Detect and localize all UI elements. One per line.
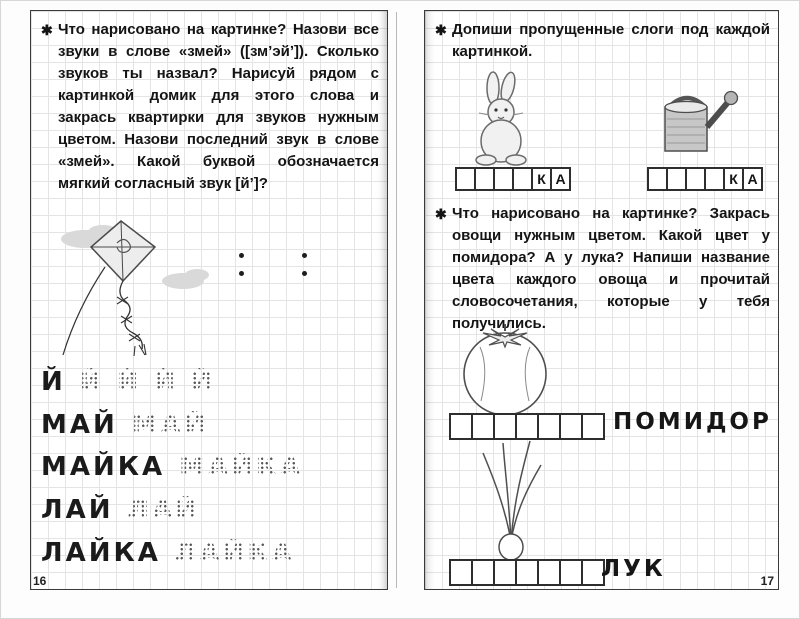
empty-letter-cell [512,167,533,191]
empty-letter-cell [537,413,561,440]
syllable-strip-watering-can [647,167,763,191]
empty-letter-cell [704,167,725,191]
practice-line [41,452,303,482]
tomato-illustration [453,321,557,417]
kite-illustration [55,217,215,357]
practice-line [41,410,209,440]
task-bullet-icon: ✱ [41,22,53,38]
empty-letter-cell [449,559,473,586]
dotted-word: МАЙКА [179,452,304,482]
solid-word: МАЙКА [41,452,166,482]
letter-cell: А [742,167,763,191]
page-number: 17 [760,574,774,588]
empty-letter-cell [647,167,668,191]
left-task-text: Что нарисовано на картинке? Назови все звуки в слове «змей» ([зм’эй’]). Сколько звуков ты назвал? Нарисуй рядом с картинкой домик для этого слова и закрась квартирки для звуков нужным цветом. Назови последний звук в слове «змей». Какой буквой обозначается мягкий согласный звук [й’]? [58,21,379,192]
syllable-strip-rabbit [455,167,571,191]
practice-line [41,367,215,397]
letter-cell: К [723,167,744,191]
empty-letter-cell [474,167,495,191]
vegetable-word-onion: ЛУК [601,556,666,582]
dotted-word: Й Й Й Й [79,367,215,397]
empty-letter-cell [449,413,473,440]
task-bullet-icon: ✱ [435,206,447,222]
practice-line [41,495,200,525]
empty-letter-cell [666,167,687,191]
empty-letter-cell [559,413,583,440]
dotted-word: МАЙ [131,410,209,440]
word-strip-onion [449,559,605,586]
practice-line [41,538,295,568]
right-task-1 [435,19,770,63]
empty-letter-cell [455,167,476,191]
right-task-2 [435,203,770,335]
right-page [424,10,779,590]
rabbit-illustration [463,71,539,167]
letter-cell: К [531,167,552,191]
kite-string [63,267,105,355]
book-spine-line [396,12,397,588]
right-task-1-text: Допиши пропущенные слоги под каждой картинкой. [452,21,770,60]
empty-letter-cell [515,559,539,586]
empty-letter-cell [685,167,706,191]
dotted-word: ЛАЙ [127,495,200,525]
empty-letter-cell [493,559,517,586]
onion-illustration [475,437,547,569]
onion-leaves [483,441,541,541]
onion-bulb [499,534,523,560]
can-spout [707,101,729,127]
left-page [30,10,388,590]
can-rose [725,92,738,105]
empty-letter-cell [515,413,539,440]
empty-letter-cell [471,559,495,586]
solid-word: ЛАЙКА [41,538,161,568]
vegetable-word-tomato: ПОМИДОР [613,409,772,435]
colon-dots-icon [239,253,244,276]
left-task [41,19,379,195]
empty-letter-cell [471,413,495,440]
letter-cell: А [550,167,571,191]
empty-letter-cell [581,413,605,440]
solid-word: МАЙ [41,410,118,440]
right-task-2-text: Что нарисовано на картинке? Закрась овощи нужным цветом. Какой цвет у помидора? А у лука? Напиши название цвета каждого овоща и прочитай словосочетания, которые у тебя получились. [452,205,770,332]
task-bullet-icon: ✱ [435,22,447,38]
empty-letter-cell [559,559,583,586]
page-number: 16 [33,574,47,588]
solid-word: ЛАЙ [41,495,114,525]
kite-tail [120,281,142,349]
can-body [665,107,707,151]
solid-word: Й [41,367,66,397]
empty-letter-cell [493,413,517,440]
dotted-word: ЛАЙКА [174,538,295,568]
empty-letter-cell [537,559,561,586]
word-strip-tomato [449,413,605,440]
empty-letter-cell [493,167,514,191]
colon-dots-icon [302,253,307,276]
watering-can-illustration [643,77,743,161]
